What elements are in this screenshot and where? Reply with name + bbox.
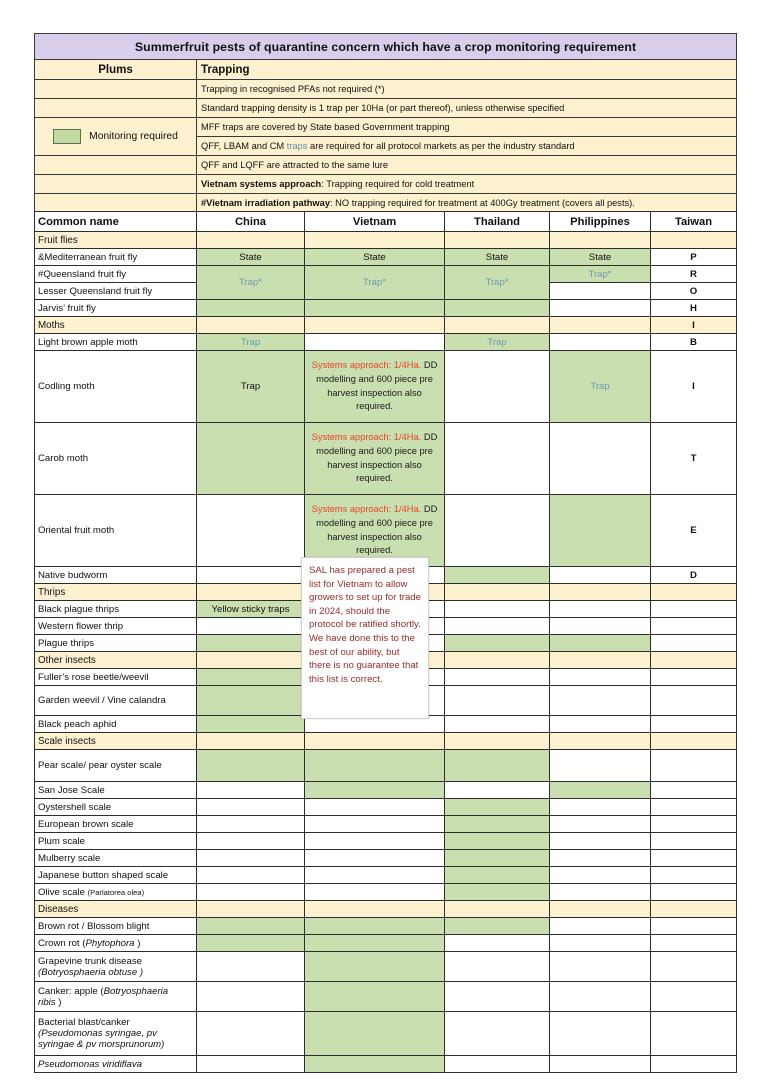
cell-codling-taiwan: I: [651, 351, 737, 423]
cell-frb-thailand: [445, 669, 550, 686]
cell-frb-china: [197, 669, 305, 686]
cell-ols-china: [197, 884, 305, 901]
pest-western-flower-thrip: Western flower thrip: [35, 618, 197, 635]
cell-jarvis-china: [197, 300, 305, 317]
systems-approach-red: Systems approach: 1/4Ha.: [311, 432, 422, 443]
note-pfa: Trapping in recognised PFAs not required (*): [197, 80, 737, 99]
pest-light-brown-apple-moth: Light brown apple moth: [35, 334, 197, 351]
cell-codling-thailand: [445, 351, 550, 423]
note-blank-1: [35, 80, 197, 99]
cell-ebs-philippines: [550, 816, 651, 833]
cell-codling-china: Trap: [197, 351, 305, 423]
cell-os-thailand: [445, 799, 550, 816]
column-header-row: [35, 212, 737, 232]
cell-si-taiwan: [651, 733, 737, 750]
note-qff-lbam-cm: [197, 137, 737, 156]
table-row: [35, 884, 737, 901]
cell-thrips-taiwan: [651, 584, 737, 601]
cell-dis-philippines: [550, 901, 651, 918]
pest-black-plague-thrips: Black plague thrips: [35, 601, 197, 618]
cell-ms-taiwan: [651, 850, 737, 867]
pest-mediterranean-fruit-fly: &Mediterranean fruit fly: [35, 249, 197, 266]
cell-cr-thailand: [445, 935, 550, 952]
cell-bb-china: [197, 1012, 305, 1056]
cell-fruitflies-philippines: [550, 232, 651, 249]
cell-gtd-philippines: [550, 952, 651, 982]
cell-ms-thailand: [445, 850, 550, 867]
section-moths: [35, 317, 737, 334]
table-row: [35, 750, 737, 782]
cell-fruitflies-vietnam: [305, 232, 445, 249]
pest-olive-scale: [35, 884, 197, 901]
cell-br-taiwan: [651, 918, 737, 935]
table-row: [35, 300, 737, 317]
note-row-6: [35, 175, 737, 194]
cell-dis-thailand: [445, 901, 550, 918]
pest-japanese-button-scale: Japanese button shaped scale: [35, 867, 197, 884]
cell-br-china: [197, 918, 305, 935]
cell-bpt-philippines: [550, 601, 651, 618]
table-row: [35, 423, 737, 495]
cell-bpa-taiwan: [651, 716, 737, 733]
note-vietnam-irradiation-text: : NO trapping required for treatment at 400Gy treatment (covers all pests).: [330, 197, 635, 208]
note-vietnam-irradiation-label: #Vietnam irradiation pathway: [201, 197, 330, 208]
cell-wft-taiwan: [651, 618, 737, 635]
table-row: [35, 833, 737, 850]
cell-lbam-vietnam: [305, 334, 445, 351]
pest-pseudomonas-viridiflava: Pseudomonas viridiflava: [35, 1056, 197, 1073]
section-label-fruit-flies: Fruit flies: [35, 232, 197, 249]
cell-sjs-china: [197, 782, 305, 799]
cell-pt-philippines: [550, 635, 651, 652]
cell-pv-philippines: [550, 1056, 651, 1073]
cell-bpa-china: [197, 716, 305, 733]
table-row: [35, 351, 737, 423]
cell-qff-vietnam: Trap*: [305, 266, 445, 300]
cell-cr-taiwan: [651, 935, 737, 952]
cell-gw-philippines: [550, 686, 651, 716]
cell-qff-taiwan: R: [651, 266, 737, 283]
cell-ms-philippines: [550, 850, 651, 867]
cell-ebs-thailand: [445, 816, 550, 833]
note-row-5: [35, 156, 737, 175]
table-row: [35, 850, 737, 867]
cell-med-thailand: State: [445, 249, 550, 266]
systems-approach-black: DD modelling and 600 piece pre harvest inspection also required.: [316, 504, 438, 556]
cell-oriental-philippines: [550, 495, 651, 567]
table-row: [35, 867, 737, 884]
pest-plague-thrips: Plague thrips: [35, 635, 197, 652]
pest-codling-moth: Codling moth: [35, 351, 197, 423]
table-row: [35, 495, 737, 567]
note-vietnam-irradiation: [197, 194, 737, 213]
cell-br-philippines: [550, 918, 651, 935]
pest-olive-scale-label: Olive scale: [38, 886, 88, 898]
cell-carob-philippines: [550, 423, 651, 495]
table-row: [35, 918, 737, 935]
cell-lbam-taiwan: B: [651, 334, 737, 351]
cell-jbs-china: [197, 867, 305, 884]
cell-qff-thailand: Trap*: [445, 266, 550, 300]
col-taiwan: Taiwan: [651, 212, 737, 232]
pest-grapevine-trunk-disease: [35, 952, 197, 982]
cell-jbs-taiwan: [651, 867, 737, 884]
note-density: Standard trapping density is 1 trap per 10Ha (or part thereof), unless otherwise specified: [197, 99, 737, 118]
col-china: China: [197, 212, 305, 232]
cell-fruitflies-china: [197, 232, 305, 249]
cell-lqff-taiwan: O: [651, 283, 737, 300]
cell-codling-vietnam: [305, 351, 445, 423]
cell-bpa-philippines: [550, 716, 651, 733]
cell-moths-thailand: [445, 317, 550, 334]
callout-text: SAL has prepared a pest list for Vietnam to allow growers to set up for trade in 2024, should the protocol be ratified shortly. We have done this to the best of our ability, but there is no guarantee that this list is correct.: [309, 565, 421, 685]
cell-thrips-china: [197, 584, 305, 601]
cell-fruitflies-thailand: [445, 232, 550, 249]
note-qff-post: are required for all protocol markets as per the industry standard: [307, 140, 575, 151]
table-row: [35, 249, 737, 266]
cell-sjs-philippines: [550, 782, 651, 799]
cell-ps-china: [197, 750, 305, 782]
table-row: [35, 982, 737, 1012]
cell-oriental-vietnam: [305, 495, 445, 567]
cell-bpa-thailand: [445, 716, 550, 733]
cell-oi-taiwan: [651, 652, 737, 669]
cell-si-china: [197, 733, 305, 750]
pest-bacterial-label: Bacterial blast/canker: [38, 1017, 130, 1028]
pest-oystershell-scale: Oystershell scale: [35, 799, 197, 816]
pest-european-brown-scale: European brown scale: [35, 816, 197, 833]
cell-qff-philippines: Trap*: [550, 266, 651, 283]
pest-crown-rot-sci: Phytophora: [85, 937, 135, 949]
header-legend-table: [34, 33, 737, 213]
systems-approach-red: Systems approach: 1/4Ha.: [311, 360, 422, 371]
cell-gtd-taiwan: [651, 952, 737, 982]
note-qff-link[interactable]: traps: [286, 140, 308, 151]
cell-si-philippines: [550, 733, 651, 750]
pest-oriental-fruit-moth: Oriental fruit moth: [35, 495, 197, 567]
cell-sjs-vietnam: [305, 782, 445, 799]
cell-bb-thailand: [445, 1012, 550, 1056]
legend-monitoring-required: [35, 118, 197, 156]
cell-ps-taiwan: [651, 750, 737, 782]
section-label-other-insects: Other insects: [35, 652, 197, 669]
note-vietnam-systems: [197, 175, 737, 194]
cell-pv-vietnam: [305, 1056, 445, 1073]
pest-grapevine-sci: (Botryosphaeria obtuse ): [38, 966, 144, 978]
cell-br-vietnam: [305, 918, 445, 935]
pest-bacterial-blast: [35, 1012, 197, 1056]
pest-canker-line1: [38, 986, 196, 997]
pest-canker-post: ): [55, 996, 62, 1008]
cell-os-china: [197, 799, 305, 816]
pest-canker-line2: [38, 997, 196, 1008]
cell-os-philippines: [550, 799, 651, 816]
cell-oi-china: [197, 652, 305, 669]
note-row-7: [35, 194, 737, 213]
cell-wft-philippines: [550, 618, 651, 635]
table-row: [35, 334, 737, 351]
pest-pear-scale: Pear scale/ pear oyster scale: [35, 750, 197, 782]
cell-ebs-china: [197, 816, 305, 833]
cell-ols-thailand: [445, 884, 550, 901]
cell-lbam-thailand: Trap: [445, 334, 550, 351]
pest-crown-rot-post: ): [134, 937, 141, 949]
pest-queensland-fruit-fly: #Queensland fruit fly: [35, 266, 197, 283]
cell-lqff-philippines: [550, 283, 651, 300]
cell-bb-philippines: [550, 1012, 651, 1056]
cell-qff-china: Trap*: [197, 266, 305, 300]
cell-carob-vietnam: [305, 423, 445, 495]
pest-native-budworm: Native budworm: [35, 567, 197, 584]
systems-approach-red: Systems approach: 1/4Ha.: [311, 504, 422, 515]
cell-pt-taiwan: [651, 635, 737, 652]
cell-gw-thailand: [445, 686, 550, 716]
cell-ms-china: [197, 850, 305, 867]
cell-ca-vietnam: [305, 982, 445, 1012]
cell-jbs-thailand: [445, 867, 550, 884]
cell-gtd-thailand: [445, 952, 550, 982]
cell-ms-vietnam: [305, 850, 445, 867]
note-lure: QFF and LQFF are attracted to the same lure: [197, 156, 737, 175]
cell-jbs-philippines: [550, 867, 651, 884]
title-row: [35, 34, 737, 60]
pest-plum-scale: Plum scale: [35, 833, 197, 850]
cell-moths-taiwan: I: [651, 317, 737, 334]
cell-ca-thailand: [445, 982, 550, 1012]
cell-jbs-vietnam: [305, 867, 445, 884]
cell-gw-china: [197, 686, 305, 716]
section-label-scale-insects: Scale insects: [35, 733, 197, 750]
cell-med-vietnam: State: [305, 249, 445, 266]
table-row: [35, 782, 737, 799]
col-common-name: Common name: [35, 212, 197, 232]
pest-grapevine-label: Grapevine trunk disease: [38, 955, 142, 967]
cell-moths-philippines: [550, 317, 651, 334]
plums-header: Plums: [35, 60, 197, 80]
section-label-thrips: Thrips: [35, 584, 197, 601]
cell-med-philippines: State: [550, 249, 651, 266]
pest-black-peach-aphid: Black peach aphid: [35, 716, 197, 733]
cell-si-vietnam: [305, 733, 445, 750]
cell-os-vietnam: [305, 799, 445, 816]
cell-sjs-taiwan: [651, 782, 737, 799]
cell-med-taiwan: P: [651, 249, 737, 266]
cell-cr-china: [197, 935, 305, 952]
cell-jarvis-vietnam: [305, 300, 445, 317]
cell-si-thailand: [445, 733, 550, 750]
cell-lbam-china: Trap: [197, 334, 305, 351]
cell-ps-vietnam: [305, 750, 445, 782]
section-label-diseases: Diseases: [35, 901, 197, 918]
cell-pls-vietnam: [305, 833, 445, 850]
pest-olive-scale-sci: (Parlatorea olea): [87, 887, 145, 897]
note-blank-5: [35, 194, 197, 213]
cell-bpt-taiwan: [651, 601, 737, 618]
pest-brown-rot: Brown rot / Blossom blight: [35, 918, 197, 935]
table-row: [35, 799, 737, 816]
pest-san-jose-scale: San Jose Scale: [35, 782, 197, 799]
cell-ols-philippines: [550, 884, 651, 901]
table-row: [35, 1012, 737, 1056]
cell-budworm-china: [197, 567, 305, 584]
cell-oi-thailand: [445, 652, 550, 669]
table-row: [35, 952, 737, 982]
cell-ols-taiwan: [651, 884, 737, 901]
cell-sjs-thailand: [445, 782, 550, 799]
subheader-row: [35, 60, 737, 80]
cell-thrips-philippines: [550, 584, 651, 601]
systems-approach-black: DD modelling and 600 piece pre harvest inspection also required.: [316, 432, 438, 484]
cell-lbam-philippines: [550, 334, 651, 351]
col-thailand: Thailand: [445, 212, 550, 232]
cell-pv-china: [197, 1056, 305, 1073]
cell-pv-thailand: [445, 1056, 550, 1073]
cell-ebs-vietnam: [305, 816, 445, 833]
cell-oriental-taiwan: E: [651, 495, 737, 567]
cell-bpt-china: Yellow sticky traps: [197, 601, 305, 618]
cell-pls-china: [197, 833, 305, 850]
col-vietnam: Vietnam: [305, 212, 445, 232]
cell-jarvis-philippines: [550, 300, 651, 317]
cell-pt-thailand: [445, 635, 550, 652]
table-row: [35, 816, 737, 833]
cell-pt-china: [197, 635, 305, 652]
cell-med-china: State: [197, 249, 305, 266]
cell-jarvis-thailand: [445, 300, 550, 317]
pest-crown-rot: [35, 935, 197, 952]
pest-carob-moth: Carob moth: [35, 423, 197, 495]
cell-thrips-thailand: [445, 584, 550, 601]
cell-oi-philippines: [550, 652, 651, 669]
pest-bacterial-sci2: syringae & pv morsprunorum): [38, 1039, 165, 1050]
note-qff-pre: QFF, LBAM and CM: [201, 140, 287, 151]
cell-bb-taiwan: [651, 1012, 737, 1056]
cell-oriental-china: [197, 495, 305, 567]
cell-moths-vietnam: [305, 317, 445, 334]
cell-os-taiwan: [651, 799, 737, 816]
cell-budworm-thailand: [445, 567, 550, 584]
section-label-moths: Moths: [35, 317, 197, 334]
cell-ps-philippines: [550, 750, 651, 782]
note-row-1: [35, 80, 737, 99]
cell-bb-vietnam: [305, 1012, 445, 1056]
cell-gtd-vietnam: [305, 952, 445, 982]
cell-cr-vietnam: [305, 935, 445, 952]
note-blank-2: [35, 99, 197, 118]
section-diseases: [35, 901, 737, 918]
note-vietnam-systems-text: : Trapping required for cold treatment: [321, 178, 475, 189]
cell-ca-china: [197, 982, 305, 1012]
cell-carob-taiwan: T: [651, 423, 737, 495]
cell-dis-vietnam: [305, 901, 445, 918]
pest-jarvis-fruit-fly: Jarvis’ fruit fly: [35, 300, 197, 317]
cell-frb-philippines: [550, 669, 651, 686]
cell-ols-vietnam: [305, 884, 445, 901]
section-scale-insects: [35, 733, 737, 750]
cell-pls-philippines: [550, 833, 651, 850]
section-fruit-flies: [35, 232, 737, 249]
cell-pv-taiwan: [651, 1056, 737, 1073]
pest-mulberry-scale: Mulberry scale: [35, 850, 197, 867]
table-row: [35, 1056, 737, 1073]
cell-oriental-thailand: [445, 495, 550, 567]
cell-dis-china: [197, 901, 305, 918]
cell-br-thailand: [445, 918, 550, 935]
col-philippines: Philippines: [550, 212, 651, 232]
monitoring-swatch-icon: [53, 129, 81, 144]
legend-row: [35, 118, 737, 137]
cell-gtd-china: [197, 952, 305, 982]
cell-ca-philippines: [550, 982, 651, 1012]
note-vietnam-systems-label: Vietnam systems approach: [201, 178, 322, 189]
note-blank-3: [35, 156, 197, 175]
cell-ps-thailand: [445, 750, 550, 782]
table-row: [35, 266, 737, 283]
vietnam-pest-list-callout: [301, 557, 429, 719]
pest-crown-rot-label: Crown rot (: [38, 937, 86, 949]
pest-canker-label: Canker: apple (: [38, 985, 104, 997]
cell-budworm-philippines: [550, 567, 651, 584]
note-row-2: [35, 99, 737, 118]
cell-pls-taiwan: [651, 833, 737, 850]
cell-fruitflies-taiwan: [651, 232, 737, 249]
pest-bacterial-sci1: (Pseudomonas syringae, pv: [38, 1028, 157, 1039]
cell-bpt-thailand: [445, 601, 550, 618]
cell-carob-thailand: [445, 423, 550, 495]
note-blank-4: [35, 175, 197, 194]
cell-carob-china: [197, 423, 305, 495]
page-title: Summerfruit pests of quarantine concern which have a crop monitoring requirement: [35, 34, 737, 60]
cell-codling-philippines: Trap: [550, 351, 651, 423]
pest-garden-weevil: Garden weevil / Vine calandra: [35, 686, 197, 716]
trapping-header: Trapping: [197, 60, 737, 80]
table-row: [35, 935, 737, 952]
pest-canker-sci: Botryosphaeria: [103, 985, 169, 997]
cell-moths-china: [197, 317, 305, 334]
cell-ebs-taiwan: [651, 816, 737, 833]
pest-fullers-rose-beetle: Fuller’s rose beetle/weevil: [35, 669, 197, 686]
cell-gw-taiwan: [651, 686, 737, 716]
pest-canker-sci2: ribis: [38, 996, 56, 1008]
cell-ca-taiwan: [651, 982, 737, 1012]
systems-approach-black: DD modelling and 600 piece pre harvest inspection also required.: [316, 360, 438, 412]
cell-budworm-taiwan: D: [651, 567, 737, 584]
cell-pls-thailand: [445, 833, 550, 850]
cell-cr-philippines: [550, 935, 651, 952]
cell-dis-taiwan: [651, 901, 737, 918]
cell-frb-taiwan: [651, 669, 737, 686]
note-mff: MFF traps are covered by State based Government trapping: [197, 118, 737, 137]
pest-canker-apple: [35, 982, 197, 1012]
cell-jarvis-taiwan: H: [651, 300, 737, 317]
cell-wft-thailand: [445, 618, 550, 635]
pest-lesser-queensland-fruit-fly: Lesser Queensland fruit fly: [35, 283, 197, 300]
cell-wft-china: [197, 618, 305, 635]
legend-label: Monitoring required: [89, 131, 178, 142]
